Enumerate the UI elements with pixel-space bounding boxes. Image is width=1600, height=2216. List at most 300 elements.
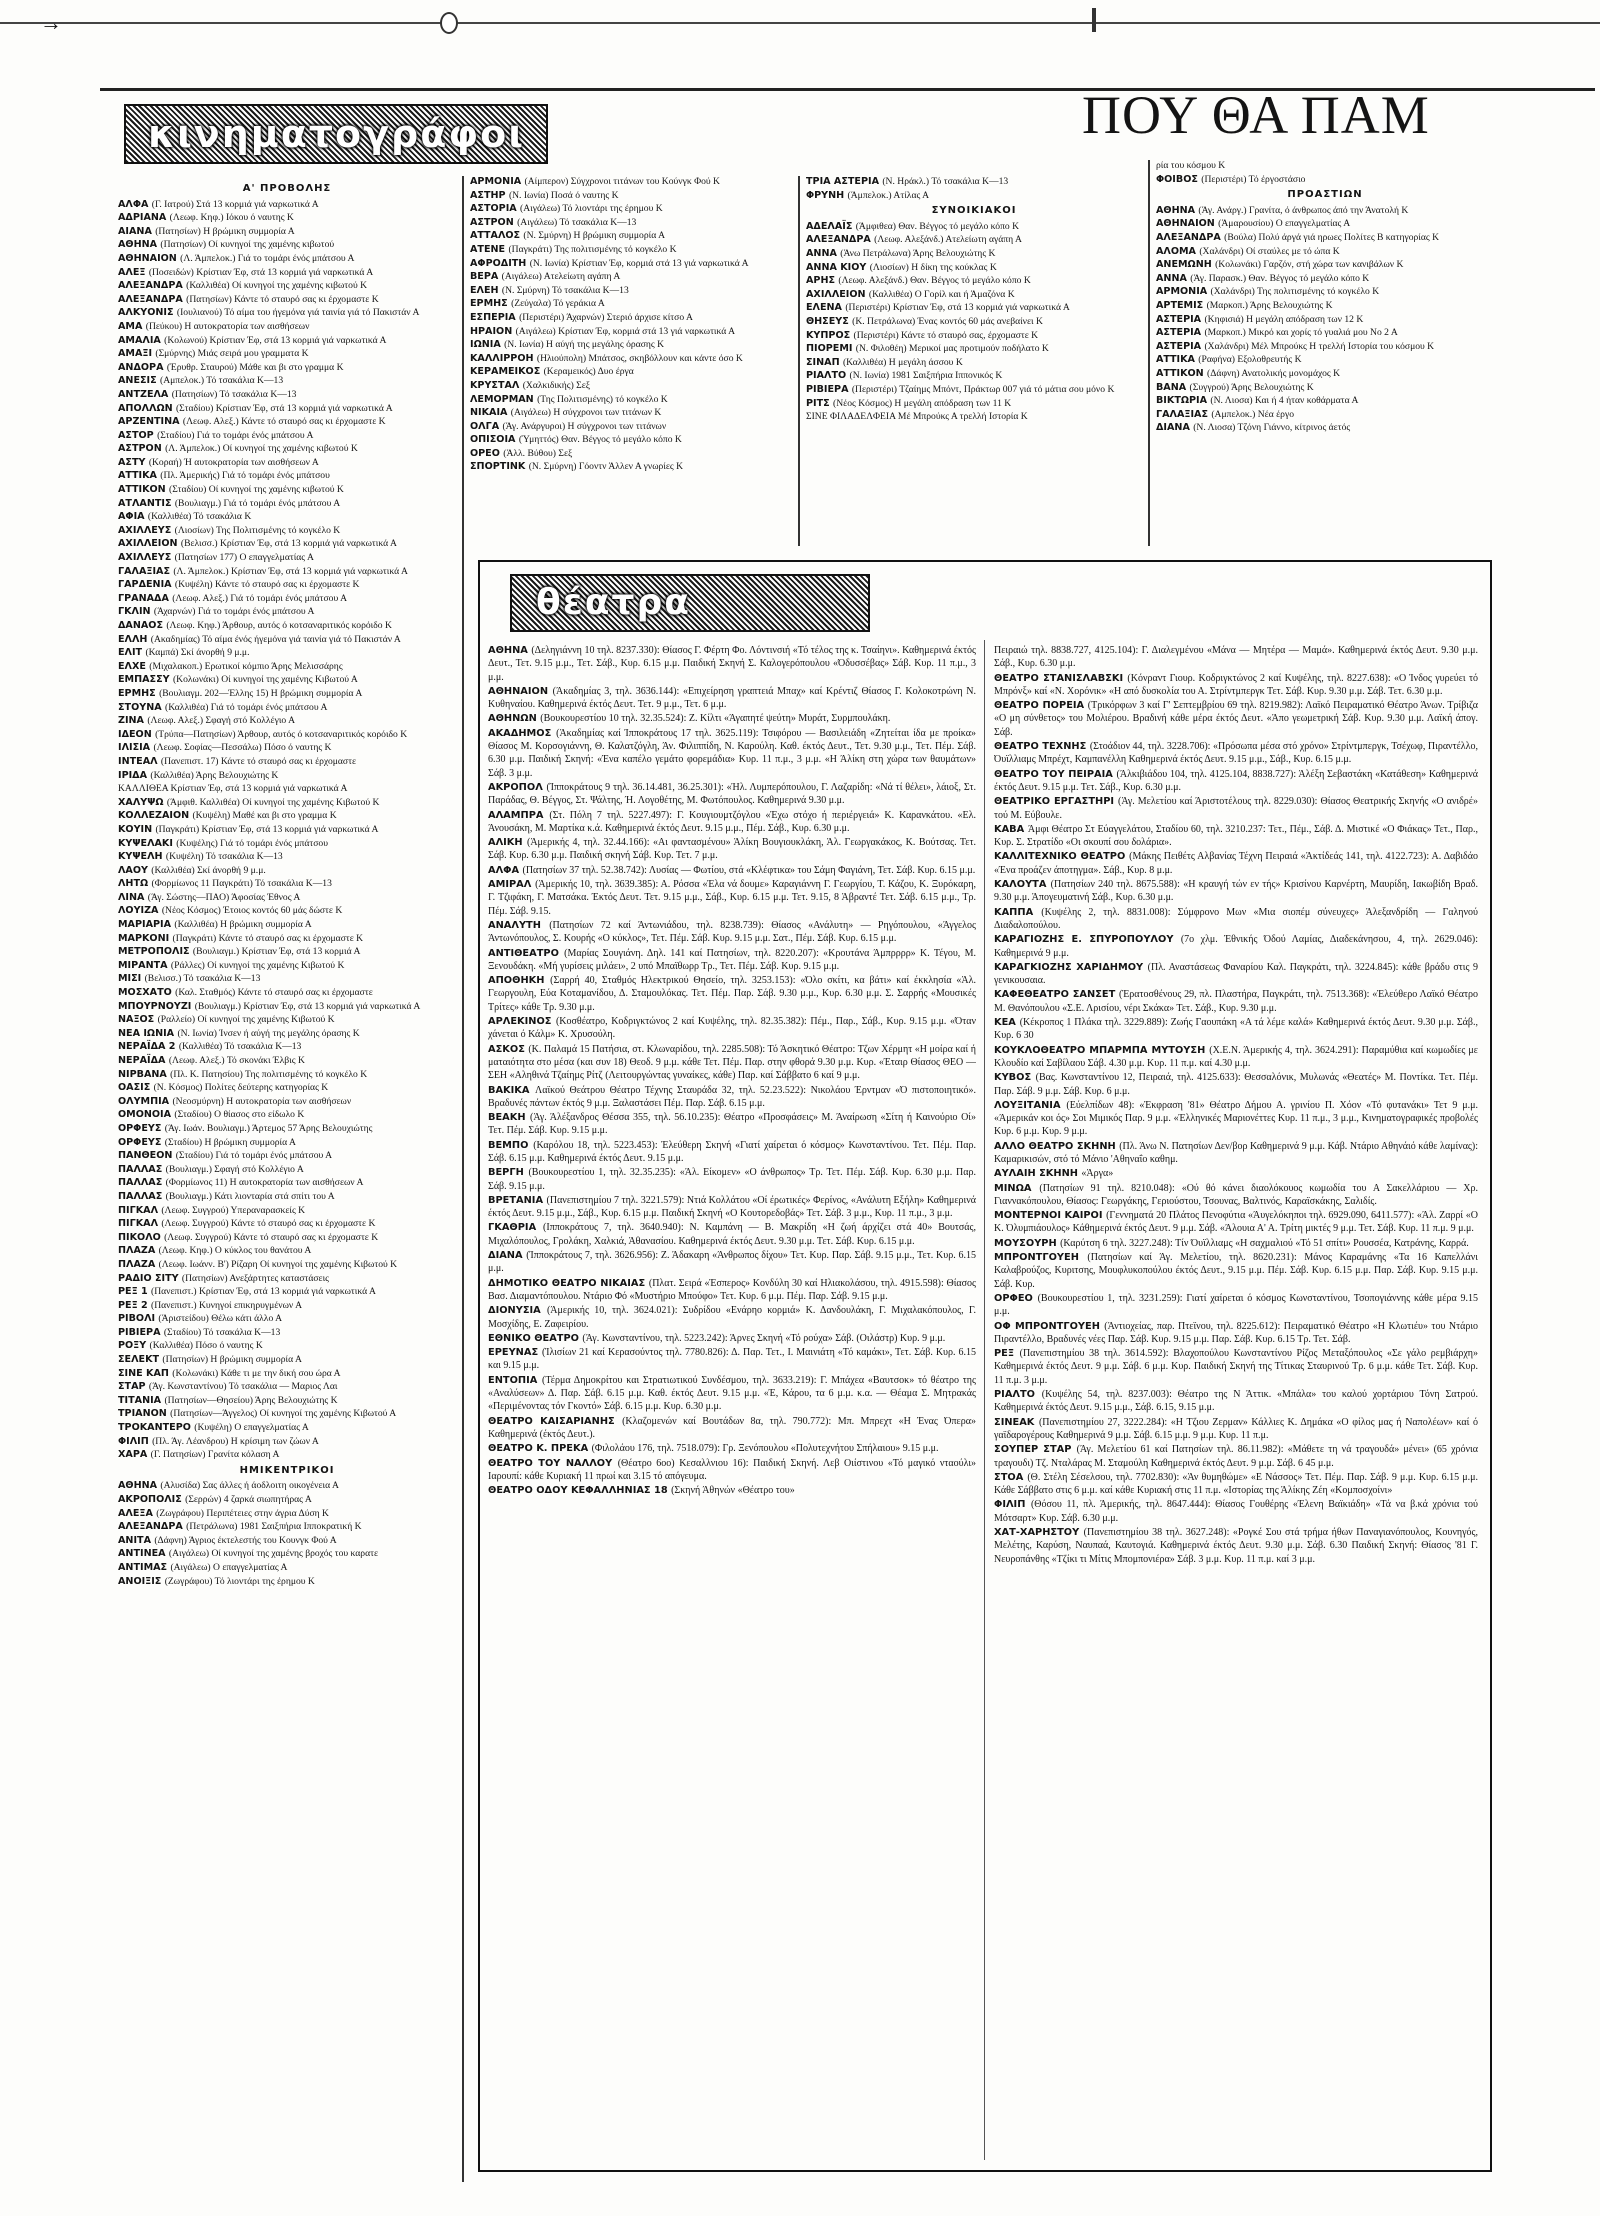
cinema-list-b xyxy=(118,1480,456,1588)
theatre-entry xyxy=(994,768,1478,795)
listing-name: ΚΟΥΙΝ xyxy=(118,823,156,835)
listing-name: ΑΝΕΜΩΝΗ xyxy=(1156,259,1216,271)
listing-text: (Πατησίων) Τό τσακάλια Κ—13 xyxy=(171,388,297,400)
listing-text: (Καλλιθέα) Ο Γορίλ και ή Άμαζόνα Κ xyxy=(868,288,1015,300)
listing-text: (Χαλάνδρι) Μέλ Μπρούκς Η τρελλή Ιστορία του κόσμου Κ xyxy=(1204,340,1435,352)
listing-entry xyxy=(118,742,456,755)
theatre-details: (Γεννηματά 20 Πλάτος Πενοφύτια «Άυγελόκηποι τηλ. 6929.090, 6411.577): «Άλ. Ζαρρί «Ο Κ. Όλυμπιάουλος» Κάθημερινά έκτός Δευτ. 9 μ.μ. Σάβ. «Άλουια Α' Α. Τρίτη μικτές 9 μ.μ. Τετ. Σάβ. Κυρ. 11 π.μ. 9 μ.μ. xyxy=(994,1210,1478,1235)
theatre-column-right xyxy=(994,644,1478,2160)
theatre-name: ΚΑΠΠΑ xyxy=(994,906,1042,918)
listing-entry xyxy=(118,1395,456,1408)
listing-entry xyxy=(1156,246,1494,259)
listing-entry xyxy=(118,838,456,851)
listing-text: (Ν. Φιλοθέη) Μερικοί μας προτιμούν ποδήλατο Κ xyxy=(855,343,1049,355)
listing-name: ΤΡΙΑΝΟΝ xyxy=(118,1408,171,1420)
listing-text: (Ν. Ηράκλ.) Τό τσακάλια Κ—13 xyxy=(882,176,1009,187)
listing-entry xyxy=(806,302,1142,315)
listing-text: (Άγ. Ιωάν. Βουλιαγμ.) Άρτεμος 57 Άρης Βελουχιώτης xyxy=(164,1122,373,1134)
theatre-name: ΑΚΡΟΠΟΛ xyxy=(488,781,547,793)
theatre-details: (Πατησίων καί Άγ. Μελετίου, τηλ. 8620.231): Μάνος Καραμάνης «Τα 16 Καπελλάνι Καλαβρούζος, Κυριτσης, Μουφλυκοπούλου έκτός Δευτ., 9.15 μ.μ. Πέμ. Σάβ. Κυρ. 6.15 μ.μ. Παρ. Σάβ. Κυρ. 9.15 μ.μ. Σάβ. Κυρ. xyxy=(994,1252,1478,1290)
listing-text: (Ακαδημίας) Τό αίμα ένός ήγεμόνα γιά ταινία γιά τό Πακιστάν Α xyxy=(150,633,401,645)
theatre-entry xyxy=(994,1443,1478,1470)
listing-text: (Άνω Πετράλωνα) Άρης Βελουχιώτης Κ xyxy=(840,247,996,259)
listing-entry xyxy=(470,258,792,271)
listing-name: ΧΑΡΑ xyxy=(118,1449,151,1461)
listing-name: ΡΑΔΙΟ ΣΙΤΥ xyxy=(118,1272,182,1284)
listing-entry xyxy=(118,566,456,579)
listing-name: ΠΛΑΖΑ xyxy=(118,1245,159,1257)
column-rule-2 xyxy=(798,176,800,546)
listing-text: (Πατησίων 177) Ο επαγγελματίας Α xyxy=(174,552,314,564)
listing-name: ΠΑΛΛΑΣ xyxy=(118,1190,166,1202)
theatre-details: (Χ.Ε.Ν. Άμερικής 4, τηλ. 3624.291): Παραμύθια καί κωμωδίες με Κλουδίο καί Σαβίλαου Σάβ. 4.30 μ.μ. Κυρ. 11 π.μ. καί 4.30 μ.μ. xyxy=(994,1044,1478,1069)
listing-entry xyxy=(470,271,792,284)
listing-entry xyxy=(118,905,456,918)
theatre-details: (Άκαδημίας 3, τηλ. 3636.144): «Επιχείρηση γραπτειά Μπαχ» καί Κρέντιζ Θίασος Γ. Κολοκοτρώνη Ν. Κυθηναίου. Καθημερινά έκτός Δευτ. Τετ. 9 μ.μ., Τετ. 6 μ.μ. xyxy=(488,685,976,711)
theatre-name: ΕΝΤΟΠΙΑ xyxy=(488,1374,543,1386)
listing-entry xyxy=(806,289,1142,302)
listing-entry xyxy=(806,384,1142,397)
listing-text: (Βουλιαγμ.) Κρίστιαν Έφ, στά 13 κορμιά γιά ναρκωτικά Α xyxy=(194,1000,421,1012)
theatre-entry xyxy=(994,1044,1478,1071)
listing-entry xyxy=(118,1259,456,1272)
listing-entry xyxy=(806,275,1142,288)
listing-entry xyxy=(1156,259,1494,272)
theatre-details: «Άργα» xyxy=(1081,1168,1114,1180)
listing-text: (Ν. Σμύρνη) Γόοντν Άλλεν Α γνωρίες Κ xyxy=(528,461,684,473)
listing-name: ΣΙΝΑΠ xyxy=(806,356,843,368)
listing-text: (Κολωνού) Κρίστιαν Έφ, στά 13 κορμιά γιά ναρκωτικά Α xyxy=(164,334,387,346)
listing-entry xyxy=(470,421,792,434)
listing-entry xyxy=(118,1205,456,1218)
listing-name: ΤΡΟΚΑΝΤΕΡΟ xyxy=(118,1422,195,1434)
listing-name: ΝΕΡΑΪΔΑ xyxy=(118,1055,169,1066)
listing-name: ΟΑΣΙΣ xyxy=(118,1082,154,1094)
listing-entry xyxy=(118,715,456,728)
theatre-details: (Μάκης Πειθέτς Αλβανίας Τέχνη Πειραιά «Άκτίδεάς 141, τηλ. 4122.723): Α. Δαβιδάο «Ένα προάζεν άποτηγμα». Σάβ., Κυρ. 8 μ.μ. xyxy=(994,851,1478,876)
listing-entry xyxy=(806,221,1142,234)
listing-text: (Κυψέλη) Κάντε τό σταυρό σας κι έρχομαστε Κ xyxy=(174,579,360,591)
listing-name: ΑΔΕΛΑΪΣ xyxy=(806,220,856,232)
listing-entry xyxy=(118,1436,456,1449)
listing-text: (Περιστέρι) Άχαρνών) Στεριό άρχισε κίτσο Α xyxy=(519,311,693,323)
listing-entry xyxy=(118,212,456,225)
cinema-list-a xyxy=(118,199,456,1462)
theatre-column-rule xyxy=(984,640,985,2160)
listing-text: (Πετράλωνα) 1981 Σαιξπήρια Ιπποκρατική Κ xyxy=(186,1521,362,1533)
listing-entry xyxy=(118,1273,456,1286)
theatre-entry xyxy=(994,699,1478,739)
listing-text: (Πανεπιστ.) Κρίστιαν Έφ, στά 13 κορμιά γιά ναρκωτικά Α xyxy=(151,1286,376,1298)
listing-name: ΛΕΜΟΡΜΑΝ xyxy=(470,393,538,405)
listing-name: ΑΣΤΥ xyxy=(118,456,149,468)
listing-text: (Πατησίων) Κάντε τό σταυρό σας κι έρχομαστε Κ xyxy=(186,293,379,305)
listing-name: ΙΔΕΟΝ xyxy=(118,728,156,740)
listing-name: ΑΚΡΟΠΟΛΙΣ xyxy=(118,1494,186,1505)
cinema-banner xyxy=(124,104,548,164)
cinema-column-4 xyxy=(1156,160,1494,542)
listing-name: ΑΦΡΟΔΙΤΗ xyxy=(470,257,530,269)
listing-entry xyxy=(118,1177,456,1190)
listing-name: ΝΕΡΑΪΔΑ 2 xyxy=(118,1041,179,1053)
theatre-name: ΚΑΡΑΓΚΙΟΖΗΣ ΧΑΡΙΔΗΜΟΥ xyxy=(994,961,1148,973)
theatre-details: (Θόσου 11, πλ. Άμερικής, τηλ. 8647.444): Θίασος Γουθέρης «Έλενη Βαϊκιάδη» «Τά να β.κά χρόνια τού Μότσαρτ» Κυρ. Σάβ. 6.30 μ.μ. xyxy=(994,1499,1478,1524)
top-fold-line xyxy=(0,22,1600,24)
listing-entry xyxy=(118,1082,456,1095)
listing-entry xyxy=(1156,300,1494,313)
theatre-entry xyxy=(488,1043,976,1083)
listing-entry xyxy=(118,280,456,293)
listing-entry xyxy=(806,357,1142,370)
listing-text: (Ν. Ιωνία) Η αύγή της μεγάλης όρασης Κ xyxy=(504,339,665,351)
listing-name: ΑΣΤΗΡ xyxy=(470,189,509,201)
listing-entry xyxy=(118,307,456,320)
theatre-details: (Πλατ. Σειρά «Έσπερος» Κονδύλη 30 καί Ηλιακολάσου, τηλ. 4915.598): Θίασος Βασ. Διαμαντόπουλου. Ντάριο Φό «Μυστήριο Μπούφο» Τετ. Κυρ. 6 μ.μ. Πέμ. Παρ. Σάβ. 9.15 μ.μ. xyxy=(488,1277,976,1302)
theatre-entry xyxy=(994,795,1478,822)
listing-text: (Ζωγράφου) Περιπέτειες στην άγρια Δύση Κ xyxy=(156,1507,329,1519)
theatre-entry xyxy=(994,1471,1478,1498)
listing-name: ΚΟΛΛΕΖΑΙΟΝ xyxy=(118,810,193,822)
listing-text: (Σταδίου) Γιά το τομάρι ένός μπάτσου Α xyxy=(157,429,314,441)
listing-text: (Βουλιαγμ.) Κάτι λιονταρία στά σπίτι του Α xyxy=(165,1190,335,1202)
theatre-entry xyxy=(488,727,976,780)
listing-entry xyxy=(118,824,456,837)
listing-text: (Ύμηττός) Θαν. Βέγγος τό μεγάλο κόπο Κ xyxy=(518,434,682,446)
listing-entry xyxy=(118,321,456,334)
theatre-details: (Βουκουρεστίου 10 τηλ. 32.35.524): Ζ. Κίλτι «Άγαπητέ ψεύτη» Μυράτ, Συρμπουλάκη. xyxy=(540,713,891,725)
listing-text: (Ιουλιανού) Τό αίμα του ήγεμόνα γιά ταινία γιά τό Πακιστάν Α xyxy=(176,307,420,319)
listing-entry xyxy=(1156,327,1494,340)
listing-text: (Βουλιαγμ.) Γιά τό τομάρι ένός μπάτσου Α xyxy=(174,497,341,509)
binding-hole xyxy=(440,12,458,34)
listing-text: (Κυψέλη) Ο επαγγελματίας Α xyxy=(194,1422,309,1434)
listing-text: (Περιστέρι) Κάντε τό σταυρό σας, έρχομαστε Κ xyxy=(853,329,1039,341)
listing-text: (Σμύρνης) Μιάς σειρά μου γραμματα Κ xyxy=(155,348,309,360)
listing-entry: ΣΙΝΕ ΦΙΛΑΔΕΛΦΕΙΑ Μέ Μπρούκς Α τρελλή Ιστορία Κ xyxy=(806,411,1028,423)
listing-entry: ΚΑΛΛΙΘΕΑ Κρίστιαν Έφ, στά 13 κορμιά γιά ναρκωτικά Α xyxy=(118,783,348,795)
listing-name: ΒΙΚΤΩΡΙΑ xyxy=(1156,395,1211,407)
listing-text: (Δάφνη) Άγριος έκτελεστής του Κουνγκ Φού Α xyxy=(154,1534,337,1546)
listing-entry xyxy=(1156,286,1494,299)
listing-entry xyxy=(118,267,456,280)
theatre-details: (Κυψέλης 54, τηλ. 8237.003): Θέατρο της Ν Άττικ. «Μπάλα» του καλού χορτάριου Τόνη Σατρού. Καθημερινά έκτός Δευτ. 9.15 μ.μ., Σάβ. 6.15, 9.15 μ.μ. xyxy=(994,1389,1478,1414)
listing-name: ΑΜΑ xyxy=(118,320,146,332)
listing-entry xyxy=(118,239,456,252)
listing-entry xyxy=(118,1354,456,1367)
listing-text: (Λεωφ. Κηφ.) Ιόκου ό ναυτης Κ xyxy=(169,212,294,224)
theatre-details: (Κόνραντ Γιουρ. Κοδριγκτώνος 2 καί Κυψέλης, τηλ. 8227.638): «Ο Ίνδος γυρεύει τό Μπρόνξ» καί «Ν. Χορόνικ» «Η από δυσκολία του Α. Στρίντμπεργκ Τετ. Σάβ. Κυρ. 9.30 μ.μ. Σάβ. Τετ. 6.30 μ.μ. xyxy=(994,672,1478,697)
listing-entry xyxy=(1156,218,1494,231)
theatre-entry xyxy=(994,1071,1478,1098)
theatre-entry xyxy=(488,781,976,808)
listing-name: ΤΙΤΑΝΙΑ xyxy=(118,1394,165,1406)
listing-name: ΡΙΤΣ xyxy=(806,397,834,409)
listing-text: (Ν. Ιωνία) 1981 Σαιξπήρια Ιππονικός Κ xyxy=(849,370,1003,382)
theatre-details: (Καρύτση 6 τηλ. 3227.248): Τίν Όυϊλλιαμς «Η σαχμαλιού «Τό 51 σπίτι» Ρουσσέα, Κατράνης, Καρρά. xyxy=(1060,1237,1469,1249)
listing-text: (Αιγάλεω) Τό τσακάλια Κ—13 xyxy=(517,216,637,228)
theatre-entry xyxy=(994,823,1478,850)
listing-name: ΑΣΤΡΟΝ xyxy=(470,216,518,228)
listing-text: (Φορμίωνος 11) Η αυτοκρατορία των αισθήσεων Α xyxy=(165,1177,364,1189)
listing-entry xyxy=(470,366,792,379)
listing-text: (Λεωφ. Συγγρού) Κάντε τό σταυρό σας κι έρχομαστε Κ xyxy=(164,1231,379,1243)
listing-name: ΑΛΕΞΑΝΔΡΑ xyxy=(118,280,187,292)
listing-name: ΑΝΙΤΑ xyxy=(118,1534,155,1546)
listing-name: ΑΝΕΣΙΣ xyxy=(118,375,161,387)
theatre-entry xyxy=(488,1166,976,1193)
listing-text: (Μιχαλακοπ.) Ερωτικοί κόμπιο Άρης Μελισσάρης xyxy=(149,660,343,672)
theatre-details: (Πατησίων 72 καί Άντωνιάδου, τηλ. 8238.739): Θίασος «Ανάλυτη» — Ρηγόπουλου, «Άγγελος Άντωνόπουλος, Σ. Κουρής «Ο κύκλος», Τετ. Πέμ. Σάβ. Κυρ. 9.15 μ.μ. Σατ., Πέμ. Σάβ. Κυρ. 6.15 μ.μ. xyxy=(488,919,976,945)
theatre-name: ΚΥΒΟΣ xyxy=(994,1072,1036,1084)
listing-entry xyxy=(118,878,456,891)
theatre-name: ΣΤΟΑ xyxy=(994,1471,1028,1483)
listing-name: ΠΙΚΟΛΟ xyxy=(118,1231,165,1243)
column-rule-1 xyxy=(462,176,464,2182)
listing-name: ΑΣΤΕΡΙΑ xyxy=(1156,327,1205,339)
listing-text: (Της Πολιτισμένης) τό κογκέλο Κ xyxy=(537,393,668,405)
listing-name: ΡΙΒΟΛΙ xyxy=(118,1313,159,1325)
listing-text: (Κεραμεικός) Δυο έργα xyxy=(543,366,634,378)
theatre-entry xyxy=(488,864,976,877)
listing-text: (Καλλιθέα) Σκί άνορθή 9 μ.μ. xyxy=(151,864,266,876)
listing-entry xyxy=(806,262,1142,275)
theatre-entry xyxy=(488,974,976,1014)
theatre-details: (Άγ. Μελετίου 61 καί Πατησίων τηλ. 86.11.982): «Μάθετε τη νά τραγουδά» μένει» (65 χρόνια τραγουδι) Τζ. Νταλάρας Μ. Σταμούλη Καθημερινά έκτός Δευτ. 9 μ.μ. Σάβ. 6 45 μ.μ. xyxy=(994,1444,1478,1469)
listing-name: ΓΑΡΔΕΝΙΑ xyxy=(118,579,175,591)
listing-name: ΛΟΥΙΖΑ xyxy=(118,905,162,917)
listing-entry xyxy=(118,1449,456,1462)
listing-entry xyxy=(118,348,456,361)
listing-text: (Λιοσίων) Η δίκη της κούκλας Κ xyxy=(869,261,997,273)
column-rule-3 xyxy=(1148,160,1150,546)
listing-entry xyxy=(1156,341,1494,354)
theatre-entry xyxy=(488,712,976,725)
theatre-entry xyxy=(994,1498,1478,1525)
listing-entry xyxy=(118,226,456,239)
theatre-name: ΑΡΛΕΚΙΝΟΣ xyxy=(488,1016,556,1028)
listing-entry xyxy=(118,1191,456,1204)
listing-entry xyxy=(118,702,456,715)
listing-name: ΕΛΙΤ xyxy=(118,647,146,659)
listing-name: ΜΙΡΑΝΤΑ xyxy=(118,959,171,971)
listing-text: (Έρυθρ. Σταυρού) Μάθε και βι στο γραμμα Κ xyxy=(166,361,344,373)
listing-text: (Νέος Κόσμος) Έτοιος κοντός 60 μάς δώστε Κ xyxy=(161,905,343,917)
listing-name: ΑΜΑΛΙΑ xyxy=(118,334,165,346)
theatre-name: ΔΙΟΝΥΣΙΑ xyxy=(488,1305,547,1317)
listing-name: ΛΑΟΥ xyxy=(118,864,152,876)
listing-entry xyxy=(118,1562,456,1575)
theatre-name: ΒΕΑΚΗ xyxy=(488,1112,530,1124)
listing-text: (Λεωφ. Αλεξάνδ.) Ατελείωτη αγάπη Α xyxy=(874,234,1022,246)
theatre-name: ΕΡΕΥΝΑΣ xyxy=(488,1347,543,1359)
theatre-name: ΘΕΑΤΡΟ ΤΟΥ ΠΕΙΡΑΙΑ xyxy=(994,768,1117,780)
listing-entry xyxy=(470,230,792,243)
listing-name: ΡΙΑΛΤΟ xyxy=(806,370,850,382)
listing-text: (Λεωφ. Κηφ.) Άρθουρ, αυτός ό κοτσαναριτικός κορόιδο Κ xyxy=(166,620,392,631)
listing-entry xyxy=(118,1109,456,1122)
theatre-name: ΚΑΦΕΘΕΑΤΡΟ ΣΑΝΣΕΤ xyxy=(994,989,1120,1001)
listing-name: ΑΛΕΞΑΝΔΡΑ xyxy=(118,1521,187,1533)
listing-text: (Ν. Λιοσα) Τζόνη Γιάννο, κίτρινος άετός xyxy=(1193,422,1351,434)
listing-name: ΕΣΠΕΡΙΑ xyxy=(470,311,520,323)
listing-text: (Καλλιθέα) Γιά τό τομάρι ένός μπάτσου Α xyxy=(165,701,328,713)
cinema-column-3 xyxy=(806,176,1142,542)
section-heading: ΠΡΟΑΣΤΙΩΝ xyxy=(1287,189,1363,201)
listing-name: ΑΤΤΙΚΟΝ xyxy=(118,484,170,496)
listing-name: ΦΟΙΒΟΣ xyxy=(1156,173,1202,185)
theatre-name: ΘΕΑΤΡΟ ΟΔΟΥ ΚΕΦΑΛΛΗΝΙΑΣ 18 xyxy=(488,1485,672,1497)
listing-text: (Αιγάλεω) Κρίστιαν Έφ, κορμιά στά 13 γιά ναρκωτικά Α xyxy=(515,325,736,337)
listing-entry xyxy=(118,362,456,375)
listing-name: ΑΣΤΕΡΙΑ xyxy=(1156,313,1205,325)
listing-text: (Άχαρνών) Γιά το τομάρι ένός μπάτσου Α xyxy=(153,606,315,618)
listing-entry xyxy=(1156,273,1494,286)
listing-text: (Πλ. Κ. Πατησίου) Της πολιτισμένης τό κογκέλο Κ xyxy=(170,1068,368,1080)
listing-entry xyxy=(470,461,792,474)
listing-text: (Ζωγράφου) Τό λιοντάρι της έρημου Κ xyxy=(164,1575,315,1587)
listing-text: (Καλλιθέα) Τό τσακάλια Κ—13 xyxy=(178,1041,302,1053)
listing-name: ΑΤΤΙΚΟΝ xyxy=(1156,367,1208,379)
listing-entry xyxy=(470,203,792,216)
listing-name: ΘΗΣΕΥΣ xyxy=(806,315,853,327)
theatre-entry xyxy=(994,1209,1478,1236)
theatre-name: ΕΘΝΙΚΟ ΘΕΑΤΡΟ xyxy=(488,1332,583,1344)
listing-text: (Πανεπιστ.) Κυνηγοί επικηρυγμένων Α xyxy=(151,1299,303,1311)
listing-entry xyxy=(118,484,456,497)
listing-text: (Πατησίων) Ανεξάρτητες καταστάσεις xyxy=(181,1272,329,1284)
theatre-details: (Θ. Στέλη Σέσελσου, τηλ. 7702.830): «Άν θυμηθώμε» «Ε Νάσσος» Τετ. Πέμ. Παρ. Σάβ. 9 μ.μ. Κυρ. 6.15 μ.μ. Κάθε Σάββατο στις 6 μ.μ. καί κάθε Κυριακή στις 11 π.μ. «Ιστορίας της Άλίκης Ζέη «Κομποσχοίνι» xyxy=(994,1471,1478,1497)
listing-text: (Καλλιθέα) Πόσο ό ναυτης Κ xyxy=(149,1340,263,1352)
listing-name: ΑΡΜΟΝΙΑ xyxy=(470,176,525,187)
listing-text: (Άγ. Σώστης—ΠΑΟ) Άφοσίας Έθνος Α xyxy=(147,891,301,903)
listing-entry xyxy=(470,407,792,420)
theatre-details: (Ίπποκράτους 9 τηλ. 36.14.481, 36.25.301): «Ήλ. Λυμπερόπουλου, Γ. Λαζαρίδη: «Νά τί θέλει», λάιοξ, Στ. Παράδας, Θ. Βέγγος, Στ. Ψάλτης, Ή. Λογοθέτης, Μ. Φωτόπουλος. Καθημερινά 9.30 μ.μ. xyxy=(488,781,976,807)
listing-text: (Λεωφ. Αλεξ.) Γιά τό τομάρι ένός μπάτσου Α xyxy=(172,592,347,604)
theatre-entry xyxy=(994,672,1478,699)
listing-entry xyxy=(470,312,792,325)
listing-entry xyxy=(806,190,1142,203)
listing-text: (Περιστέρι) Τζαίημς Μπόντ, Πράκτωρ 007 γιά τό μάτια σου μόνο Κ xyxy=(851,383,1115,395)
listing-name: ΑΘΗΝΑΙΟΝ xyxy=(1156,218,1219,230)
listing-text: (Ραφήνα) Εξολοθρευτής Κ xyxy=(1198,354,1302,366)
listing-entry xyxy=(806,330,1142,343)
listing-text: (Σταδίου) Η βρώμικη συμμορία Α xyxy=(164,1136,296,1148)
theatre-details: (Πανεπιστημίου 27, 3222.284): «Η Τζιου Ζερμαν» Κάλλιες Κ. Δημάκα «Ο φίλος μας ή Ναπολέων» καί ό γαϊδαρογέρους Καθημερινά 9 μ.μ. Σάβ. 6.15 μ.μ. 9 μ.μ. Κυρ. 11 π.μ. xyxy=(994,1416,1478,1441)
theatre-entry xyxy=(488,1374,976,1414)
listing-entry xyxy=(118,457,456,470)
listing-text: (Πατησίων) Η βρώμικη συμμορία Α xyxy=(155,225,295,237)
listing-entry xyxy=(118,1001,456,1014)
listing-text: (Άριστείδου) Θέλω κάτι άλλο Α xyxy=(158,1313,283,1325)
theatre-details: (Άμερικής 4, τηλ. 32.44.166): «Αι φαντασμένου» Άλίκη Βουγιουκλάκη, Άλ. Γεωργακάκος, Κ. Βούτσας. Τετ. Σάβ. Κυρ. 6.30 μ.μ. Παιδική σκηνή Σάβ. Κυρ. Τετ. 7 μ.μ. xyxy=(488,837,976,862)
listing-text: (Σταδίου) Κρίστιαν Έφ, στά 13 κορμιά γιά ναρκωτικά Α xyxy=(175,402,393,414)
listing-name: ΤΡΙΑ ΑΣΤΕΡΙΑ xyxy=(806,176,883,187)
listing-entry xyxy=(470,394,792,407)
theatre-name: ΓΚΑΘΡΙΑ xyxy=(488,1222,544,1234)
listing-entry xyxy=(118,661,456,674)
theatre-entry xyxy=(488,1457,976,1484)
listing-entry xyxy=(470,326,792,339)
theatre-details: (Πανεπιστημίου 7 τηλ. 3221.579): Ντιά Κολλάτου «Οί έρωτικές» Φερίνος, «Ανάλυτη Εξήλη» Καθημερινά έκτός Δευτ. 9.15 μ.μ., Σάβ., Κυρ. 6.15 μ.μ. Παιδική Σκηνή «Ο Κουτορεδοβάς» Τετ. Σάβ. 3 μ.μ., Κυρ. 11 π.μ., 3 μ.μ. xyxy=(488,1194,976,1220)
theatre-name: ΡΙΑΛΤΟ xyxy=(994,1389,1042,1401)
theatre-name: ΡΕΞ xyxy=(994,1348,1020,1360)
listing-entry xyxy=(118,416,456,429)
theatre-entry xyxy=(994,1416,1478,1443)
listing-entry xyxy=(118,892,456,905)
listing-name: ΑΧΙΛΛΕΙΟΝ xyxy=(118,538,181,550)
theatre-name: ΑΛΙΚΗ xyxy=(488,837,527,849)
theatre-name: ΘΕΑΤΡΙΚΟ ΕΡΓΑΣΤΗΡΙ xyxy=(994,796,1118,808)
listing-name: ΠΑΛΛΑΣ xyxy=(118,1177,166,1189)
theatre-name: ΘΕΑΤΡΟ Κ. ΠΡΕΚΑ xyxy=(488,1443,592,1455)
listing-entry xyxy=(470,190,792,203)
listing-name: ΑΧΙΛΛΕΥΣ xyxy=(118,552,175,564)
theatre-name: ΚΕΑ xyxy=(994,1017,1020,1029)
listing-name: ΓΑΛΑΞΙΑΣ xyxy=(118,565,174,577)
listing-entry xyxy=(118,443,456,456)
listing-text: (Λ. Άμπελοκ.) Οί κυνηγοί της χαμένης κιβωτού Κ xyxy=(165,443,358,455)
cinema-list xyxy=(1156,160,1494,186)
listing-text: (Αμπελοκ.) Τό τσακάλια Κ—13 xyxy=(160,375,284,387)
listing-name: ΕΡΜΗΣ xyxy=(118,687,160,699)
theatre-entry xyxy=(994,740,1478,767)
listing-name: ΜΠΟΥΡΝΟΥΖΙ xyxy=(118,1000,195,1012)
theatre-details: (Πλ. Άνω Ν. Πατησίων Δεν/βορ Καθημερινά 9 μ.μ. Κάβ. Ντάριο Αθηνάιό κάθε λαμίνας): Καμαρικισών, στό τό Μάνιο 'Αθηναΐο καθημ. xyxy=(994,1140,1478,1165)
listing-text: (Ποσειδών) Κρίστιαν Έφ, στά 13 κορμιά γιά ναρκωτικά Α xyxy=(148,266,374,278)
listing-name: ΑΡΖΕΝΤΙΝΑ xyxy=(118,416,183,428)
theatre-entry xyxy=(488,1111,976,1138)
listing-text: (Παγκράτι) Κρίστιαν Έφ, στά 13 κορμιά γιά ναρκωτικά Α xyxy=(155,823,379,835)
listing-entry xyxy=(470,434,792,447)
listing-name: ΑΤΤΑΛΟΣ xyxy=(470,230,524,242)
listing-entry xyxy=(118,1218,456,1231)
listing-name: ΑΘΗΝΑ xyxy=(118,1480,161,1492)
theatre-name: ΑΛΦΑ xyxy=(488,864,523,876)
listing-entry xyxy=(118,620,456,633)
theatre-name: ΑΛΛΟ ΘΕΑΤΡΟ ΣΚΗΝΗ xyxy=(994,1140,1120,1152)
listing-entry xyxy=(118,511,456,524)
theatre-name: ΚΑΡΑΓΙΟΖΗΣ Ε. ΣΠΥΡΟΠΟΥΛΟΥ xyxy=(994,934,1181,946)
listing-name: ΙΛΙΣΙΑ xyxy=(118,742,154,754)
listing-entry xyxy=(470,244,792,257)
theatre-name: ΑΝΑΛΥΤΗ xyxy=(488,919,550,931)
listing-text: (Αιγάλεω) Οί κυνηγοί της χαμένης βροχός του καρατε xyxy=(168,1548,378,1560)
listing-name: ΑΘΗΝΑ xyxy=(1156,204,1199,216)
theatre-name: ΚΑΛΛΙΤΕΧΝΙΚΟ ΘΕΑΤΡΟ xyxy=(994,851,1130,863)
listing-name: ΠΛΑΖΑ xyxy=(118,1258,159,1270)
listing-name: ΠΑΝΘΕΟΝ xyxy=(118,1150,176,1162)
theatre-banner xyxy=(510,574,870,632)
listing-name: ΑΘΗΝΑΙΟΝ xyxy=(118,252,181,264)
theatre-details: (Καρόλου 18, τηλ. 5223.453): Έλεύθερη Σκηνή «Γιατί χαίρεται ό κόσμος» Κωνσταντίνου. Τετ. Πέμ. Παρ. Σάβ. 6.15 μ.μ. Καθημερινά έκτός Δευτ. 9.15 μ.μ. xyxy=(488,1139,976,1164)
listing-text: (Χαλκιδικής) Σεξ xyxy=(522,379,591,391)
listing-name: ΑΙΑΝΑ xyxy=(118,225,156,237)
theatre-name: ΑΠΟΘΗΚΗ xyxy=(488,975,551,987)
listing-name: ΟΛΥΜΠΙΑ xyxy=(118,1095,173,1107)
listing-name: ΟΡΦΕΥΣ xyxy=(118,1122,165,1134)
listing-entry xyxy=(118,1535,456,1548)
listing-name: ΔΑΝΑΟΣ xyxy=(118,620,167,631)
theatre-details: (Φιλολάου 176, τηλ. 7518.079): Γρ. Ξενόπουλου «Πολυτεχνήτου Σπήλαιου» 9.15 μ.μ. xyxy=(591,1443,939,1455)
listing-text: (Αλυσίδα) Σας άλλες ή άοδλοιτη οικογένεια Α xyxy=(160,1480,339,1492)
theatre-entry xyxy=(488,919,976,946)
theatre-details: (Άγ. Κωνσταντίνου, τηλ. 5223.242): Άρνες Σκηνή «Τό ρούχα» Σάβ. (Οιλάστρ) Κυρ. 9 μ.μ. xyxy=(582,1332,946,1344)
theatre-details: (Σαρρή 40, Σταθμός Ηλεκτρικού Θησείο, τηλ. 3253.153): «Όλο σκίτι, κα βάτι» καί έκκλησία «Άλ. Γεωργουλη, Εύα Κοταμανίδου, Δ. Σταμουλόκας. Τετ. Πέμ. Παρ. Σάβ. 9.30 μ.μ., Κυρ. 6.30 μ.μ. Σ. Σαρρής «Μουσικές Τρίτες» κάθε Τρ. 9.30 μ.μ. xyxy=(488,975,976,1013)
listing-entry xyxy=(470,380,792,393)
theatre-details: (Βουκουρεστίου 1, τηλ. 32.35.235): «Άλ. Είκομεν» «Ο άνθρωπος» Τρ. Τετ. Πέμ. Σάβ. Κυρ. 6.30 μ.μ. Παρ. Σάβ. 9.15 μ.μ. xyxy=(488,1167,976,1192)
theatre-name: ΦΙΛΙΠ xyxy=(994,1499,1031,1511)
listing-text: (Καμπά) Σκί άνορθή 9 μ.μ. xyxy=(145,647,250,659)
